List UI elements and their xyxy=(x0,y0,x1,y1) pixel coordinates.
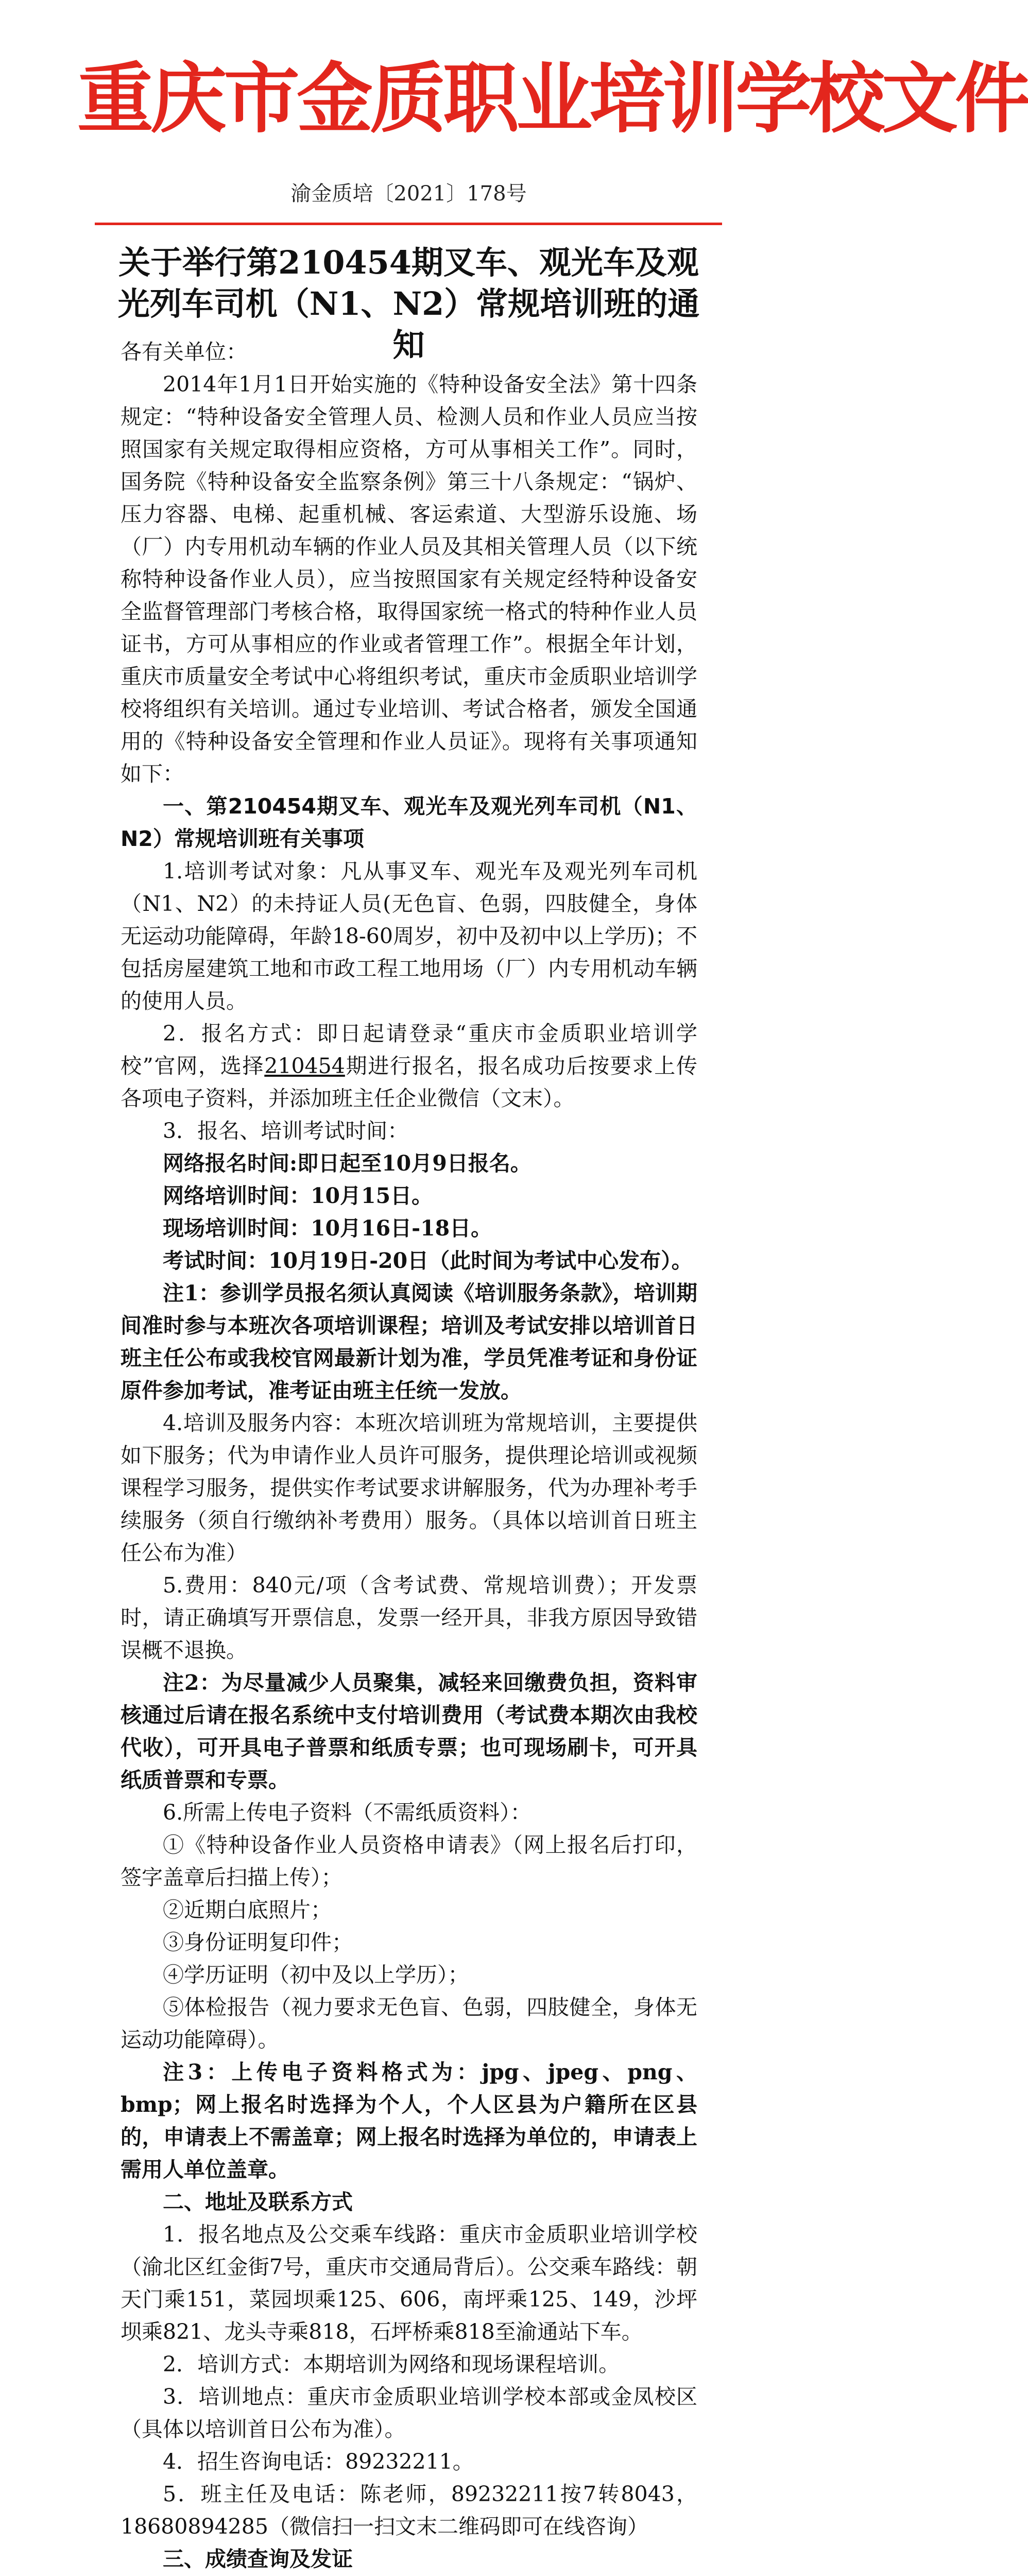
notice-body xyxy=(121,336,697,2576)
section1-p2-pre: 2．报名方式：即日起请登录“重庆市金质职业培训学校”官网，选择 xyxy=(121,1021,697,1078)
section1-p2 xyxy=(121,1018,697,1115)
net-training-time: 网络培训时间：10月15日。 xyxy=(163,1183,433,1208)
section2-p1: 1．报名地点及公交乘车线路：重庆市金质职业培训学校（渝北区红金街7号，重庆市交通局背后）。公交乘车路线：朝天门乘151，菜园坝乘125、606，南坪乘125、149，沙坪坝乘821、龙头寺乘818，石坪桥乘818至渝通站下车。 xyxy=(121,2222,697,2344)
section1-p5: 5.费用：840元/项（含考试费、常规培训费）；开发票时，请正确填写开票信息，发票一经开具，非我方原因导致错误概不退换。 xyxy=(121,1573,697,1663)
document-number: 渝金质培〔2021〕178号 xyxy=(290,182,527,206)
section2-p2: 2．培训方式：本期培训为网络和现场课程培训。 xyxy=(163,2352,620,2377)
note1: 注1：参训学员报名须认真阅读《培训服务条款》，培训期间准时参与本班次各项培训课程；培训及考试安排以培训首日班主任公布或我校官网最新计划为准，学员凭准考证和身份证原件参加考试，准考证由班主任统一发放。 xyxy=(121,1281,697,1403)
section2-p3: 3．培训地点：重庆市金质职业培训学校本部或金凤校区（具体以培训首日公布为准）。 xyxy=(121,2384,697,2442)
material-item-4: ④学历证明（初中及以上学历）； xyxy=(163,1962,469,1987)
section1-p3: 3．报名、培训考试时间： xyxy=(163,1118,409,1143)
section1-p6: 6.所需上传电子资料（不需纸质资料）： xyxy=(163,1800,532,1825)
material-item-1: ①《特种设备作业人员资格申请表》（网上报名后打印，签字盖章后扫描上传）； xyxy=(121,1833,697,1890)
header-divider xyxy=(95,223,722,225)
material-item-5: ⑤体检报告（视力要求无色盲、色弱，四肢健全，身体无运动功能障碍）。 xyxy=(121,1995,697,2052)
section1-p1: 1.培训考试对象：凡从事叉车、观光车及观光列车司机（N1、N2）的未持证人员(无色盲、色弱，四肢健全，身体无运动功能障碍，年龄18-60周岁，初中及初中以上学历)；不包括房屋建筑工地和市政工程工地用场（厂）内专用机动车辆的使用人员。 xyxy=(121,859,697,1013)
salutation: 各有关单位： xyxy=(121,340,247,364)
material-item-2: ②近期白底照片； xyxy=(163,1897,332,1922)
section2-p5: 5．班主任及电话：陈老师，89232211按7转8043，18680894285（微信扫一扫文末二维码即可在线咨询） xyxy=(121,2482,697,2539)
section1-p2-post: 期进行报名，报名成功后按要求上传各项电子资料，并添加班主任企业微信（文末）。 xyxy=(121,1054,697,1111)
section1-heading: 一、第210454期叉车、观光车及观光列车司机（N1、N2）常规培训班有关事项 xyxy=(121,794,697,851)
net-registration-time: 网络报名时间:即日起至10月9日报名。 xyxy=(163,1151,532,1176)
section3-heading: 三、成绩查询及发证 xyxy=(163,2547,353,2571)
section1-p4: 4.培训及服务内容：本班次培训班为常规培训，主要提供如下服务；代为申请作业人员许可服务，提供理论培训或视频课程学习服务，提供实作考试要求讲解服务，代为办理补考手续服务（须自行缴纳补考费用）服务。（具体以培训首日班主任公布为准） xyxy=(121,1411,697,1565)
site-training-time: 现场培训时间：10月16日-18日。 xyxy=(163,1216,492,1241)
section2-heading: 二、地址及联系方式 xyxy=(163,2190,353,2214)
section2-p4: 4．招生咨询电话：89232211。 xyxy=(163,2449,474,2474)
note2: 注2：为尽量减少人员聚集，减轻来回缴费负担，资料审核通过后请在报名系统中支付培训费用（考试费本期次由我校代收），可开具电子普票和纸质专票；也可现场刷卡，可开具纸质普票和专票。 xyxy=(121,1670,697,1792)
intro-paragraph: 2014年1月1日开始实施的《特种设备安全法》第十四条规定：“特种设备安全管理人员、检测人员和作业人员应当按照国家有关规定取得相应资格，方可从事相关工作”。同时，国务院《特种设备安全监察条例》第三十八条规定：“锅炉、压力容器、电梯、起重机械、客运索道、大型游乐设施、场（厂）内专用机动车辆的作业人员及其相关管理人员（以下统称特种设备作业人员），应当按照国家有关规定经特种设备安全监督管理部门考核合格，取得国家统一格式的特种作业人员证书，方可从事相应的作业或者管理工作”。根据全年计划，重庆市质量安全考试中心将组织考试，重庆市金质职业培训学校将组织有关培训。通过专业培训、考试合格者，颁发全国通用的《特种设备安全管理和作业人员证》。现将有关事项通知如下： xyxy=(121,372,697,786)
document-header-title: 重庆市金质职业培训学校文件 xyxy=(77,55,1028,143)
class-code: 210454 xyxy=(264,1054,345,1078)
material-item-3: ③身份证明复印件； xyxy=(163,1930,353,1955)
note3: 注3：上传电子资料格式为：jpg、jpeg、png、bmp；网上报名时选择为个人，个人区县为户籍所在区县的，申请表上不需盖章；网上报名时选择为单位的，申请表上需用人单位盖章。 xyxy=(121,2060,697,2182)
notice-title: 关于举行第210454期叉车、观光车及观光列车司机（N1、N2）常规培训班的通知 xyxy=(117,244,700,364)
exam-time: 考试时间：10月19日-20日（此时间为考试中心发布）。 xyxy=(163,1248,693,1273)
